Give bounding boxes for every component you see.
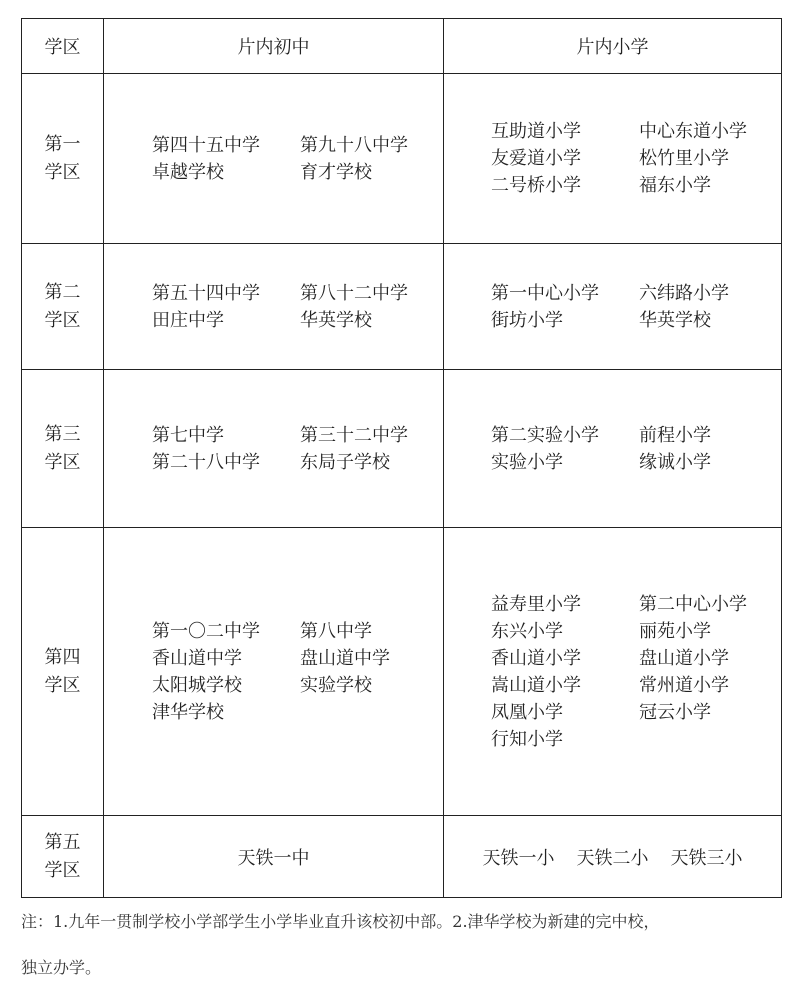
school-name: 凤凰小学 [491, 701, 563, 723]
school-name: 松竹里小学 [639, 148, 729, 169]
school-name: 香山道小学 [491, 647, 581, 669]
school-name: 实验小学 [491, 451, 563, 473]
school-name: 育才学校 [300, 161, 372, 183]
school-name: 天铁二小 [576, 847, 649, 869]
district-name-line: 第五 [44, 831, 81, 853]
school-name: 天铁一中 [237, 847, 310, 869]
middle-schools-cell [104, 244, 444, 370]
school-district-table [21, 18, 782, 898]
school-name: 津华学校 [152, 701, 224, 723]
district-name-line: 学区 [44, 674, 81, 696]
school-name: 互助道小学 [491, 121, 581, 142]
primary-schools-cell [444, 528, 782, 816]
school-name: 华英学校 [639, 309, 711, 331]
school-name: 第一中心小学 [491, 282, 599, 304]
district-name-line: 第三 [44, 423, 81, 445]
table-row [22, 74, 782, 244]
school-name: 香山道中学 [152, 647, 242, 669]
primary-schools-cell [444, 816, 782, 898]
district-name-line: 第二 [44, 281, 81, 303]
school-name: 盘山道中学 [300, 647, 390, 669]
school-name: 中心东道小学 [639, 121, 747, 142]
header-district: 学区 [22, 19, 104, 74]
district-name-cell [22, 370, 104, 528]
school-name: 前程小学 [639, 424, 711, 446]
district-name-cell [22, 528, 104, 816]
table-row [22, 816, 782, 898]
district-name-cell [22, 74, 104, 244]
district-name-line: 学区 [44, 161, 81, 183]
school-name: 第九十八中学 [300, 134, 408, 156]
school-name: 嵩山道小学 [491, 674, 581, 696]
footnote-line: 注：1.九年一贯制学校小学部学生小学毕业直升该校初中部。2.津华学校为新建的完中校， [21, 912, 660, 931]
school-name: 东兴小学 [491, 620, 563, 642]
primary-schools-cell [444, 244, 782, 370]
school-name: 天铁三小 [670, 847, 743, 869]
district-name-cell [22, 244, 104, 370]
district-name-line: 学区 [44, 309, 81, 331]
school-name: 第二十八中学 [152, 451, 260, 473]
school-name: 田庄中学 [152, 309, 224, 331]
school-name: 卓越学校 [152, 161, 224, 183]
primary-schools-cell [444, 370, 782, 528]
school-name: 街坊小学 [491, 309, 563, 331]
middle-schools-cell [104, 816, 444, 898]
table-row [22, 370, 782, 528]
middle-schools-cell [104, 370, 444, 528]
school-name: 华英学校 [300, 309, 372, 331]
school-name: 第一〇二中学 [152, 620, 260, 642]
school-name: 六纬路小学 [639, 282, 729, 304]
middle-schools-cell [104, 528, 444, 816]
school-name: 第二中心小学 [639, 593, 747, 615]
school-name: 行知小学 [491, 728, 563, 750]
school-name: 第八十二中学 [300, 282, 408, 304]
school-name: 太阳城学校 [152, 674, 242, 696]
school-name: 第七中学 [152, 424, 224, 446]
school-name: 天铁一小 [482, 847, 555, 869]
header-primary-schools: 片内小学 [444, 19, 782, 74]
school-name: 第三十二中学 [300, 424, 408, 446]
school-name: 福东小学 [639, 175, 711, 196]
school-name: 第二实验小学 [491, 424, 599, 446]
district-name-cell [22, 816, 104, 898]
school-name: 常州道小学 [639, 674, 729, 696]
header-middle-schools: 片内初中 [104, 19, 444, 74]
primary-schools-cell [444, 74, 782, 244]
table-row [22, 244, 782, 370]
school-name: 第五十四中学 [152, 282, 260, 304]
school-name: 东局子学校 [300, 451, 390, 473]
school-name: 缘诚小学 [639, 451, 711, 473]
district-name-line: 学区 [44, 859, 81, 881]
district-name-line: 学区 [44, 451, 81, 473]
school-name: 盘山道小学 [639, 647, 729, 669]
school-name: 丽苑小学 [639, 620, 711, 642]
table-header-row [22, 19, 782, 74]
middle-schools-cell [104, 74, 444, 244]
school-name: 冠云小学 [639, 701, 711, 723]
school-name: 实验学校 [300, 674, 372, 696]
school-name: 益寿里小学 [491, 593, 581, 615]
school-name: 二号桥小学 [491, 175, 581, 196]
table-row [22, 528, 782, 816]
footnote-line: 独立办学。 [21, 958, 102, 977]
school-name: 第八中学 [300, 620, 372, 642]
district-name-line: 第一 [44, 133, 81, 155]
footnote [21, 910, 791, 980]
district-name-line: 第四 [44, 646, 81, 668]
school-name: 第四十五中学 [152, 134, 260, 156]
school-name: 友爱道小学 [491, 148, 581, 169]
